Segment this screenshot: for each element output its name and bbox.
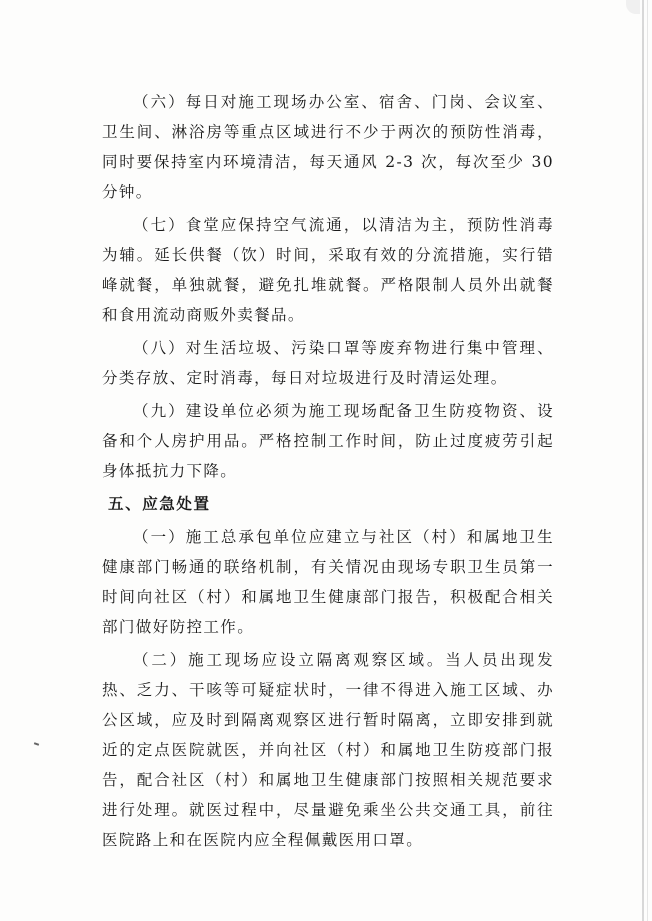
document-body [102,87,554,855]
section-heading-emergency: 五、应急处置 [108,495,211,513]
paragraph-item-6: （六）每日对施工现场办公室、宿舍、门岗、会议室、卫生间、淋浴房等重点区域进行不少于两次的预防性消毒，同时要保持室内环境清洁，每天通风 2-3 次，每次至少 30 分钟。 [102,93,554,201]
paragraph-item-9: （九）建设单位必须为施工现场配备卫生防疫物资、设备和个人房护用品。严格控制工作时间，防止过度疲劳引起身体抵抗力下降。 [102,402,554,480]
scan-edge-line [642,0,644,921]
section-paragraph-2: （二）施工现场应设立隔离观察区域。当人员出现发热、乏力、干咳等可疑症状时，一律不得进入施工区域、办公区域，应及时到隔离观察区进行暂时隔离，立即安排到就近的定点医院就医，并向社区（村）和属地卫生防疫部门报告，配合社区（村）和属地卫生健康部门按照相关规范要求进行处理。就医过程中，尽量避免乘坐公共交通工具，前往医院路上和在医院内应全程佩戴医用口罩。 [102,651,554,849]
paragraph-item-7: （七）食堂应保持空气流通，以清洁为主，预防性消毒为辅。延长供餐（饮）时间，采取有效的分流措施，实行错峰就餐，单独就餐，避免扎堆就餐。严格限制人员外出就餐和食用流动商贩外卖餐品。 [102,216,554,324]
scan-corner-shadow [626,0,640,14]
stray-scan-mark [34,742,39,746]
paragraph-item-8: （八）对生活垃圾、污染口罩等废弃物进行集中管理、分类存放、定时消毒，每日对垃圾进行及时清运处理。 [102,339,554,387]
scan-edge-line-secondary [647,0,648,921]
section-paragraph-1: （一）施工总承包单位应建立与社区（村）和属地卫生健康部门畅通的联络机制，有关情况由现场专职卫生员第一时间向社区（村）和属地卫生健康部门报告，积极配合相关部门做好防控工作。 [102,528,554,636]
